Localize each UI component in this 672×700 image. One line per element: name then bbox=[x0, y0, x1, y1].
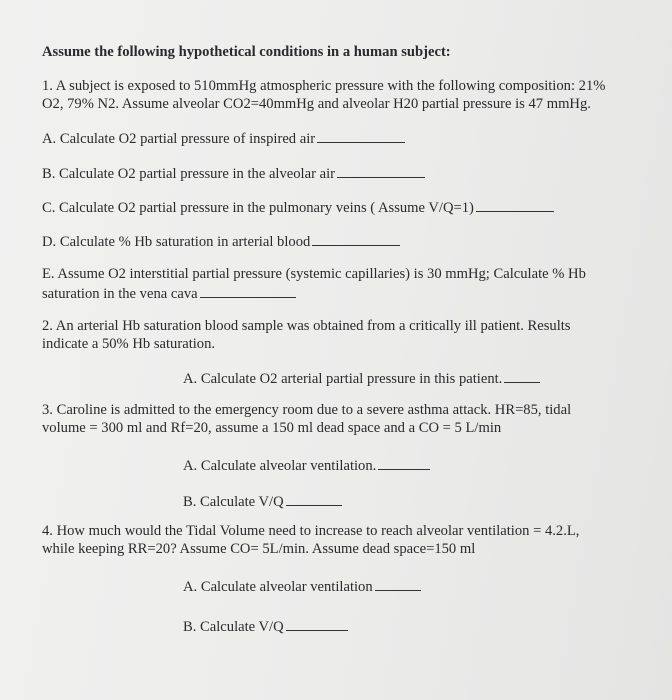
q1-part-c-text: C. Calculate O2 partial pressure in the pulmonary veins ( Assume V/Q=1) bbox=[42, 200, 474, 216]
q4-part-b bbox=[183, 617, 348, 636]
q1-part-d-text: D. Calculate % Hb saturation in arterial blood bbox=[42, 234, 311, 250]
q3-part-a bbox=[183, 456, 430, 475]
q1-part-b-text: B. Calculate O2 partial pressure in the alveolar air bbox=[42, 166, 335, 182]
q2-text-line-2: indicate a 50% Hb saturation. bbox=[42, 336, 216, 352]
q1-part-b-answer-blank bbox=[337, 164, 425, 178]
q1-part-b bbox=[42, 164, 425, 183]
q3-part-b bbox=[183, 492, 342, 511]
q1-part-c bbox=[42, 198, 554, 217]
q3-text-line-2: volume = 300 ml and Rf=20, assume a 150 ml dead space and a CO = 5 L/min bbox=[42, 420, 502, 436]
q1-part-e-answer-blank bbox=[200, 284, 296, 298]
q3-part-b-text: B. Calculate V/Q bbox=[183, 494, 284, 510]
q4-text-line-2: while keeping RR=20? Assume CO= 5L/min. Assume dead space=150 ml bbox=[42, 541, 476, 557]
q2-part-a bbox=[183, 369, 540, 388]
worksheet-heading: Assume the following hypothetical conditions in a human subject: bbox=[42, 44, 451, 60]
q1-part-d-answer-blank bbox=[312, 232, 400, 246]
q1-part-d bbox=[42, 232, 400, 251]
q1-text-line-2: O2, 79% N2. Assume alveolar CO2=40mmHg and alveolar H20 partial pressure is 47 mmHg. bbox=[42, 96, 591, 112]
q4-part-b-text: B. Calculate V/Q bbox=[183, 619, 284, 635]
q1-part-a bbox=[42, 129, 405, 148]
q4-part-a-answer-blank bbox=[375, 577, 421, 591]
q4-part-a bbox=[183, 577, 421, 596]
q4-text-line-1: 4. How much would the Tidal Volume need to increase to reach alveolar ventilation = 4.2.L, bbox=[42, 523, 580, 539]
q3-part-a-answer-blank bbox=[378, 456, 430, 470]
q1-part-e-text: saturation in the vena cava bbox=[42, 286, 198, 302]
q2-part-a-answer-blank bbox=[504, 369, 540, 383]
q4-part-b-answer-blank bbox=[286, 617, 348, 631]
q1-text-line-1: 1. A subject is exposed to 510mmHg atmospheric pressure with the following composition: 21% bbox=[42, 78, 606, 94]
q3-part-a-text: A. Calculate alveolar ventilation. bbox=[183, 458, 377, 474]
q3-text-line-1: 3. Caroline is admitted to the emergency room due to a severe asthma attack. HR=85, tidal bbox=[42, 402, 572, 418]
q2-text-line-1: 2. An arterial Hb saturation blood sample was obtained from a critically ill patient. Results bbox=[42, 318, 571, 334]
q2-part-a-text: A. Calculate O2 arterial partial pressure in this patient. bbox=[183, 371, 503, 387]
q1-part-a-answer-blank bbox=[317, 129, 405, 143]
q3-part-b-answer-blank bbox=[286, 492, 342, 506]
q4-part-a-text: A. Calculate alveolar ventilation bbox=[183, 579, 373, 595]
q1-part-c-answer-blank bbox=[476, 198, 554, 212]
q1-part-a-text: A. Calculate O2 partial pressure of inspired air bbox=[42, 131, 316, 147]
q1-part-e-line-2 bbox=[42, 284, 296, 303]
q1-part-e-line-1: E. Assume O2 interstitial partial pressure (systemic capillaries) is 30 mmHg; Calculate % Hb bbox=[42, 266, 586, 282]
